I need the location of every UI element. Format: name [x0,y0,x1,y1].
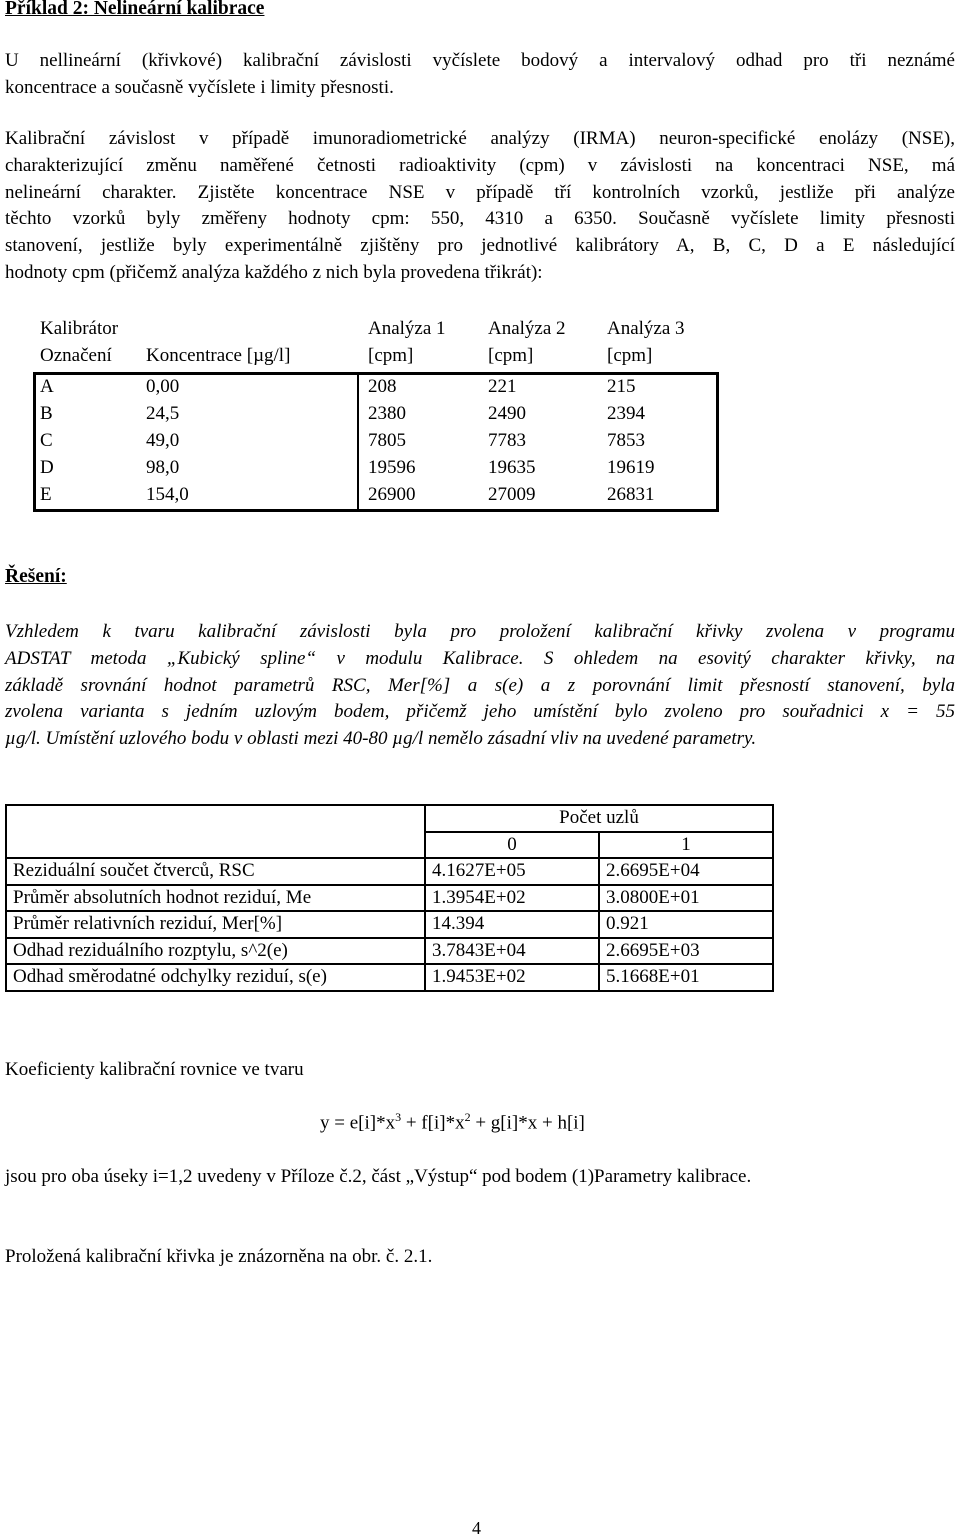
equation-exponent: 2 [464,1110,471,1124]
page-title: Příklad 2: Nelineární kalibrace [5,0,265,19]
row-a3: 215 [607,376,636,397]
row-id: E [40,484,52,505]
header-analyza-2: Analýza 2 [488,318,566,339]
header-oznaceni: Označení [40,345,112,366]
row-id: D [40,457,54,478]
row-conc: 154,0 [146,484,189,505]
intro-paragraph [5,48,955,102]
row-label: Odhad směrodatné odchylky reziduí, s(e) [6,964,425,991]
row-id: A [40,376,54,397]
row-a2: 19635 [488,457,536,478]
statistics-table [5,804,774,992]
description-paragraph [5,126,955,287]
row-id: C [40,430,53,451]
row-value-0: 14.394 [425,911,599,938]
solution-line: Vzhledem k tvaru kalibrační závislosti byla pro proložení kalibrační křivky zvolena v programu [5,621,955,642]
table-row [6,858,773,885]
solution-line: základě srovnání hodnot parametrů RSC, Mer[%] a s(e) a z porovnání limit přesností stanovení, byla [5,674,955,696]
solution-heading: Řešení: [5,566,67,587]
row-conc: 24,5 [146,403,180,424]
equation-part: + f[i]*x [401,1112,465,1134]
column-header-1: 1 [599,832,773,859]
table-cell [6,805,425,832]
figure-reference-text: Proložená kalibrační křivka je znázorněna na obr. č. 2.1. [5,1246,433,1267]
intro-line: koncentrace a současně vyčíslete i limity přesnosti. [5,76,394,98]
description-line: stanovení, jestliže byly experimentálně zjištěny pro jednotlivé kalibrátory A, B, C, D a E následující [5,235,955,257]
table-row [6,805,773,832]
row-value-1: 3.0800E+01 [599,885,773,912]
header-unit: [cpm] [368,345,414,366]
row-a2: 2490 [488,403,526,424]
table-row [6,938,773,965]
equation-part: + g[i]*x + h[i] [470,1112,585,1134]
header-analyza-1: Analýza 1 [368,318,446,339]
row-value-1: 5.1668E+01 [599,964,773,991]
description-line: hodnoty cpm (přičemž analýza každého z nich byla provedena třikrát): [5,261,543,283]
solution-line: zvolena varianta s jedním uzlovým bodem, přičemž jeho umístění bylo zvoleno pro souřadnici x = 55 [5,701,955,723]
column-header-0: 0 [425,832,599,859]
row-a1: 208 [368,376,397,397]
row-a1: 2380 [368,403,406,424]
row-value-0: 4.1627E+05 [425,858,599,885]
header-kalibrator: Kalibrátor [40,318,119,339]
header-koncentrace: Koncentrace [µg/l] [146,345,291,366]
row-conc: 49,0 [146,430,180,451]
row-value-1: 2.6695E+04 [599,858,773,885]
equation-exponent: 3 [395,1110,402,1124]
description-line: Kalibrační závislost v případě imunoradiometrické analýzy (IRMA) neuron-specifické enolázy (NSE), [5,128,955,149]
table-cell [6,832,425,859]
description-line: těchto vzorků byly změřeny hodnoty cpm: 550, 4310 a 6350. Současně vyčíslete limity přesnosti [5,208,955,230]
group-header: Počet uzlů [425,805,773,832]
intro-line: U nellineární (křivkové) kalibrační závislosti vyčíslete bodový a intervalový odhad pro tři neznámé [5,50,955,71]
row-a3: 19619 [607,457,655,478]
row-label: Průměr relativních reziduí, Mer[%] [6,911,425,938]
segments-text: jsou pro oba úseky i=1,2 uvedeny v Příloze č.2, část „Výstup“ pod bodem (1)Parametry kalibrace. [5,1166,752,1187]
row-a3: 2394 [607,403,645,424]
row-a3: 26831 [607,484,655,505]
page-number: 4 [472,1518,481,1538]
description-line: charakterizující změnu naměřené četnosti radioaktivity (cpm) v závislosti na koncentraci NSE, má [5,154,955,176]
row-label: Reziduální součet čtverců, RSC [6,858,425,885]
coefficients-text: Koeficienty kalibrační rovnice ve tvaru [5,1059,304,1080]
solution-paragraph [5,619,955,753]
row-value-1: 2.6695E+03 [599,938,773,965]
table-row [6,911,773,938]
row-a1: 7805 [368,430,406,451]
row-value-0: 3.7843E+04 [425,938,599,965]
row-a2: 221 [488,376,517,397]
header-analyza-3: Analýza 3 [607,318,685,339]
row-value-0: 1.9453E+02 [425,964,599,991]
table-divider [357,372,359,512]
row-value-1: 0.921 [599,911,773,938]
table-row [6,832,773,859]
row-a1: 19596 [368,457,416,478]
row-label: Průměr absolutních hodnot reziduí, Me [6,885,425,912]
row-a3: 7853 [607,430,645,451]
table-row [6,964,773,991]
row-a2: 27009 [488,484,536,505]
row-a1: 26900 [368,484,416,505]
row-conc: 98,0 [146,457,180,478]
table-row [6,885,773,912]
description-line: nelineární charakter. Zjistěte koncentrace NSE v případě tří kontrolních vzorků, jestliže při analýze [5,181,955,203]
row-id: B [40,403,53,424]
row-label: Odhad reziduálního rozptylu, s^2(e) [6,938,425,965]
row-value-0: 1.3954E+02 [425,885,599,912]
solution-line: ADSTAT metoda „Kubický spline“ v modulu Kalibrace. S ohledem na esovitý charakter křivky, na [5,647,955,669]
solution-line: µg/l. Umístění uzlového bodu v oblasti mezi 40-80 µg/l nemělo zásadní vliv na uvedené parametry. [5,728,757,750]
equation-part: y = e[i]*x [320,1112,396,1134]
row-conc: 0,00 [146,376,180,397]
row-a2: 7783 [488,430,526,451]
header-unit: [cpm] [607,345,653,366]
calibration-equation [320,1110,585,1134]
header-unit: [cpm] [488,345,534,366]
